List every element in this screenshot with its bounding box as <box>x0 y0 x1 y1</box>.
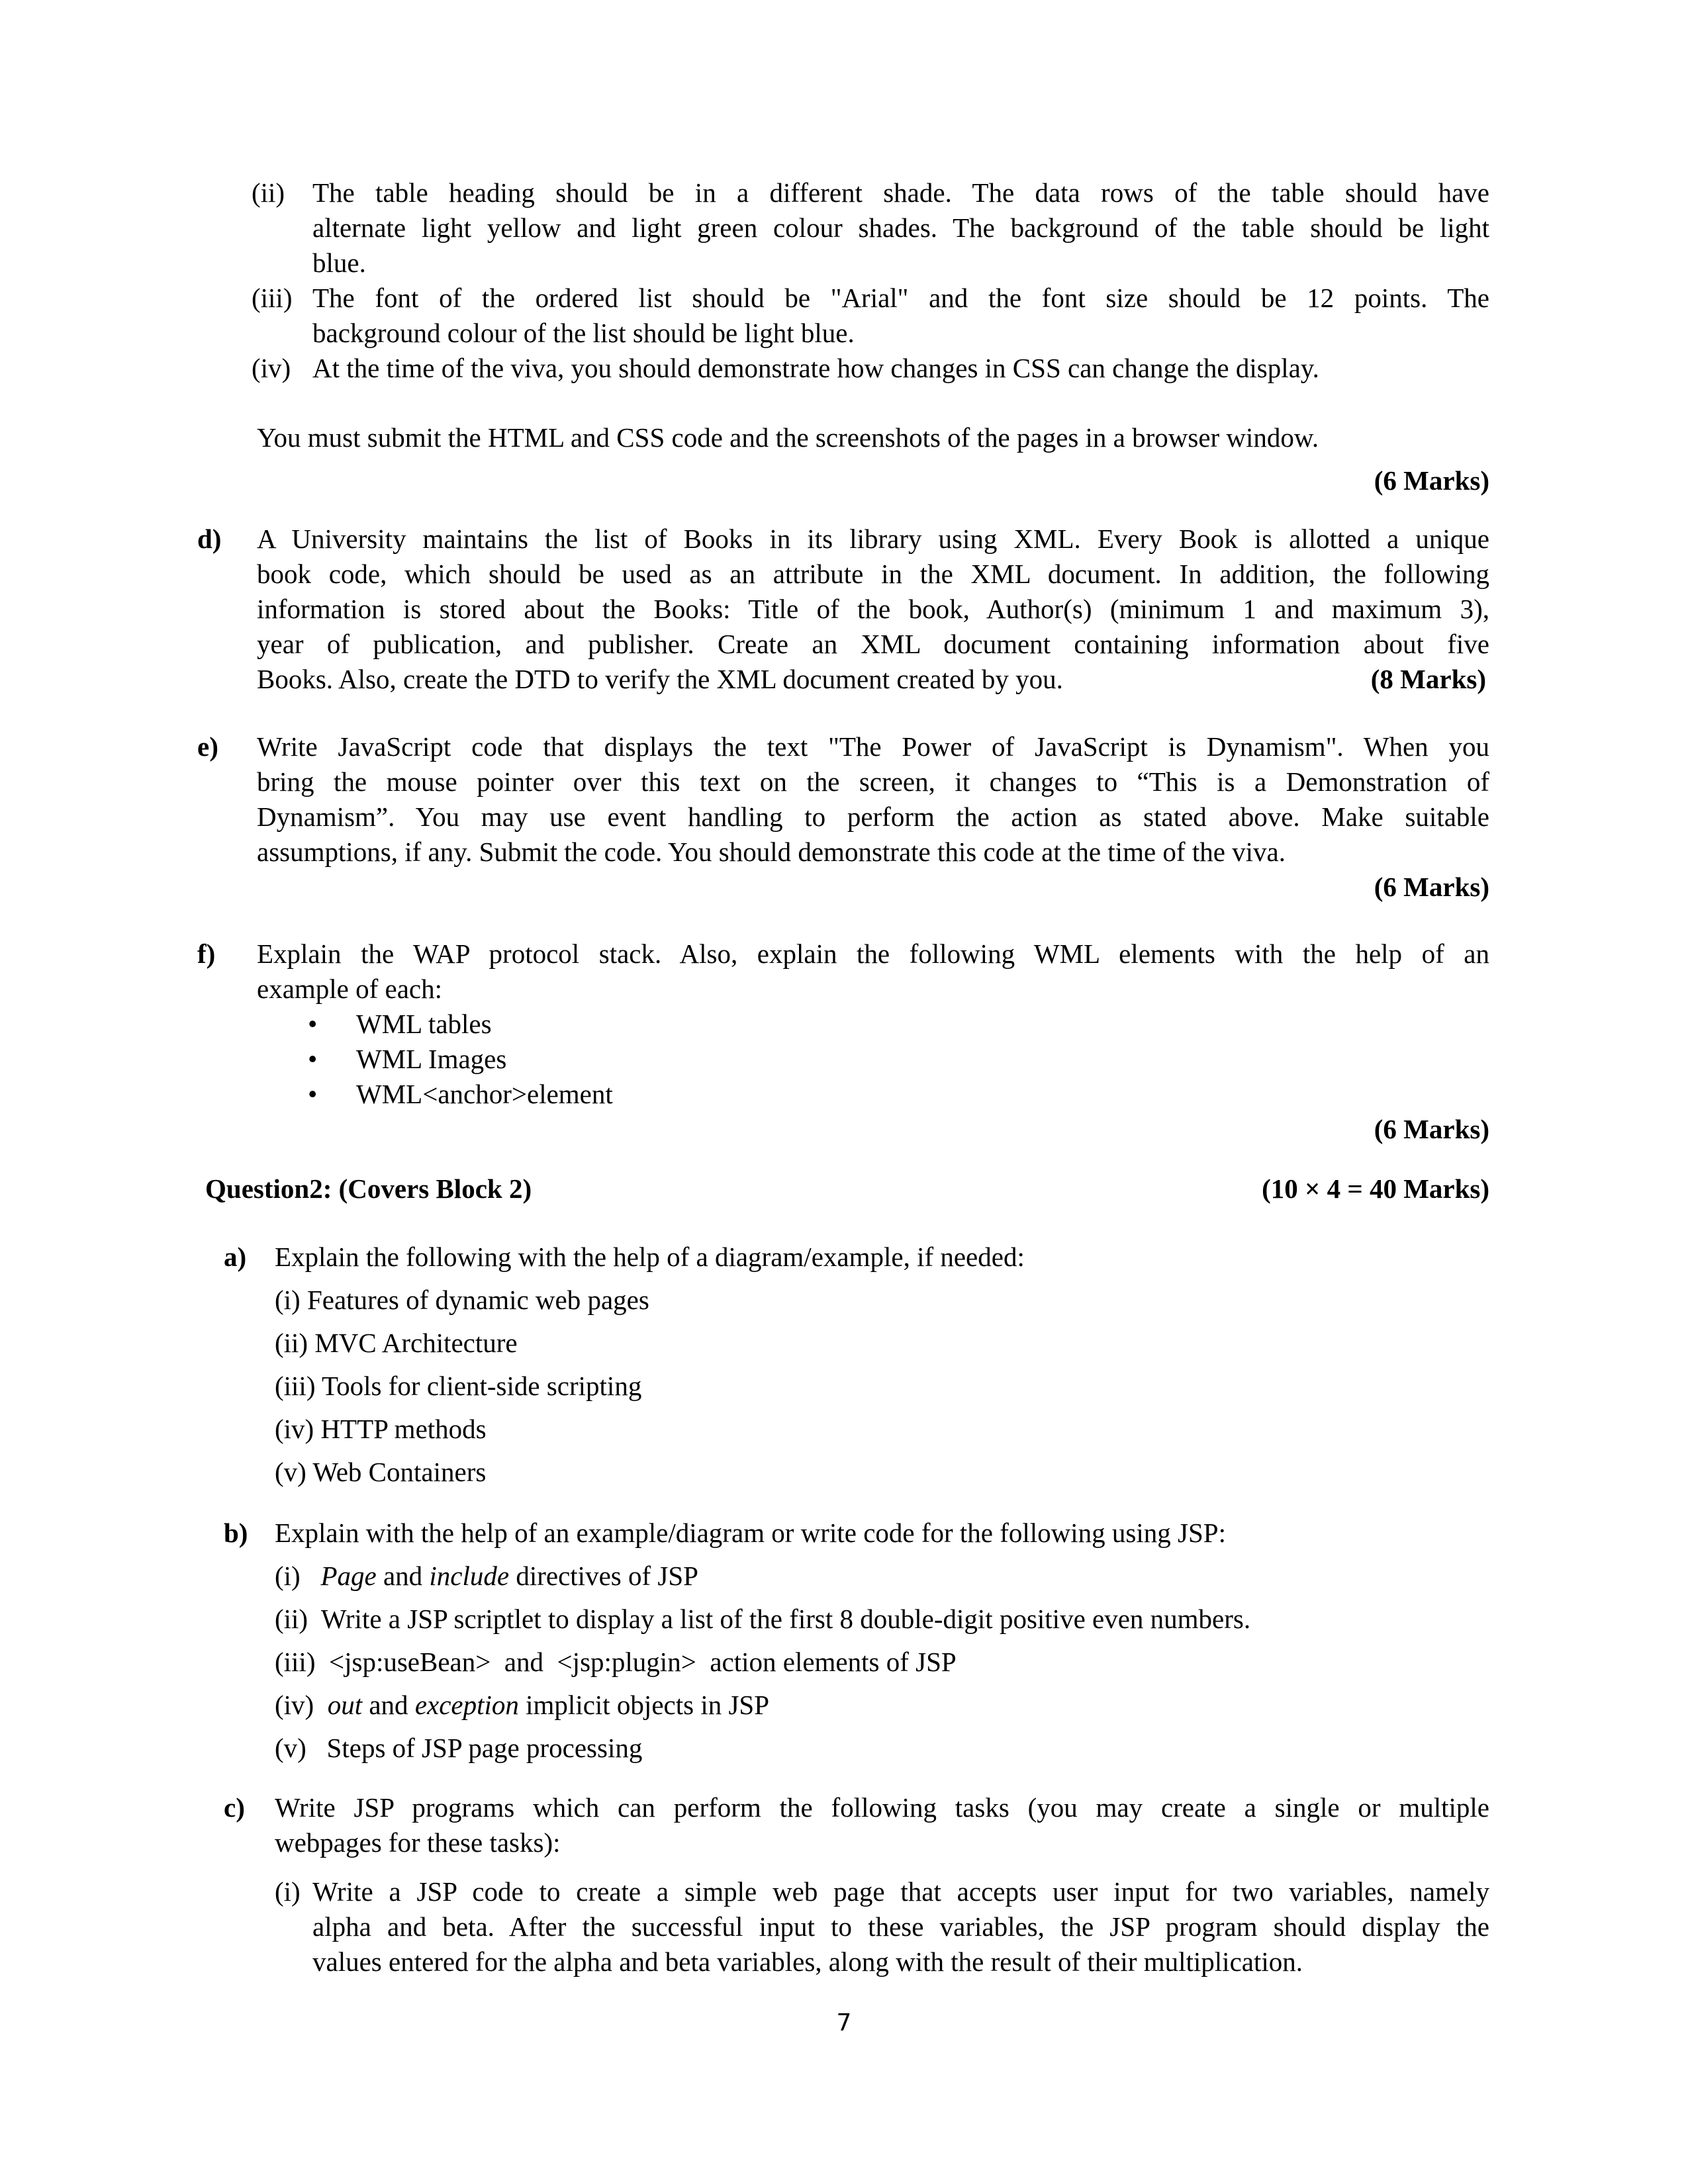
q2b-item-iv-em2: exception <box>414 1690 519 1720</box>
part-d-marks: (8 Marks) <box>1370 664 1486 694</box>
item-iv-number: (iv) <box>252 353 291 383</box>
part-e-line-3: Dynamism”. You may use event handling to perform the action as stated above. Make suitable <box>257 801 1489 832</box>
q2c-item-i-line-3: values entered for the alpha and beta variables, along with the result of their multiplication. <box>312 1946 1303 1977</box>
page-number: 7 <box>836 2009 852 2036</box>
q2b-item-i-number: (i) <box>275 1561 301 1591</box>
q2a-item: (v) Web Containers <box>275 1457 487 1487</box>
part-f-label: f) <box>197 938 216 969</box>
part-e-line-4: assumptions, if any. Submit the code. You should demonstrate this code at the time of the viva. <box>257 837 1286 867</box>
q2a-item: (iii) Tools for client-side scripting <box>275 1371 642 1401</box>
bullet-icon: • <box>308 1009 318 1039</box>
part-f-marks: (6 Marks) <box>1374 1114 1489 1144</box>
q2b-item-iv-mid: and <box>369 1690 408 1720</box>
item-ii-number: (ii) <box>252 177 285 208</box>
q2c-item-i-line-1: Write a JSP code to create a simple web page that accepts user input for two variables, namely <box>312 1876 1489 1907</box>
submit-note: You must submit the HTML and CSS code and the screenshots of the pages in a browser window. <box>257 422 1319 453</box>
q2a-label: a) <box>224 1242 247 1272</box>
item-ii-line-3: blue. <box>312 248 366 278</box>
q2b-item-i-em2: include <box>429 1561 510 1591</box>
part-f-line-2: example of each: <box>257 974 443 1004</box>
part-d-label: d) <box>197 523 222 554</box>
question2-marks: (10 × 4 = 40 Marks) <box>1262 1173 1489 1204</box>
list-item: WML tables <box>356 1009 492 1039</box>
q2b-item-i <box>275 1559 698 1594</box>
part-d-line-4: year of publication, and publisher. Create an XML document containing information about five <box>257 629 1489 659</box>
q2b-item-iv-em1: out <box>327 1690 363 1720</box>
part-e-line-2: bring the mouse pointer over this text on the screen, it changes to “This is a Demonstration of <box>257 766 1489 797</box>
list-item: WML Images <box>356 1044 507 1074</box>
part-d-line-3: information is stored about the Books: Title of the book, Author(s) (minimum 1 and maximum 3), <box>257 594 1489 624</box>
q2b-item-iii: (iii) <jsp:useBean> and <jsp:plugin> action elements of JSP <box>275 1647 957 1677</box>
bullet-icon: • <box>308 1079 318 1109</box>
q2b-item-ii: (ii) Write a JSP scriptlet to display a list of the first 8 double-digit positive even numbers. <box>275 1604 1251 1634</box>
part-e-label: e) <box>197 731 218 762</box>
q2b-item-iv-tail: implicit objects in JSP <box>526 1690 770 1720</box>
q2c-line-2: webpages for these tasks): <box>275 1827 561 1858</box>
q2b-item-iv <box>275 1688 769 1723</box>
q2b-intro: Explain with the help of an example/diagram or write code for the following using JSP: <box>275 1518 1226 1548</box>
q2b-item-v: (v) Steps of JSP page processing <box>275 1733 643 1763</box>
item-ii-line-2: alternate light yellow and light green colour shades. The background of the table should be light <box>312 212 1489 243</box>
part-c-marks: (6 Marks) <box>1374 465 1489 496</box>
part-f-line-1: Explain the WAP protocol stack. Also, explain the following WML elements with the help of an <box>257 938 1489 969</box>
part-e-marks: (6 Marks) <box>1374 872 1489 902</box>
q2a-item: (ii) MVC Architecture <box>275 1328 518 1358</box>
q2a-item: (i) Features of dynamic web pages <box>275 1285 649 1315</box>
bullet-icon: • <box>308 1044 318 1074</box>
q2c-item-i-number: (i) <box>275 1876 301 1907</box>
item-iii-line-1: The font of the ordered list should be "Arial" and the font size should be 12 points. The <box>312 283 1489 313</box>
part-d-line-1: A University maintains the list of Books in its library using XML. Every Book is allotted a unique <box>257 523 1489 554</box>
q2a-intro: Explain the following with the help of a diagram/example, if needed: <box>275 1242 1025 1272</box>
q2a-item: (iv) HTTP methods <box>275 1414 487 1444</box>
q2c-label: c) <box>224 1792 245 1823</box>
q2b-item-i-tail: directives of JSP <box>516 1561 698 1591</box>
part-d-line-5: Books. Also, create the DTD to verify the XML document created by you. <box>257 664 1063 694</box>
q2b-item-i-em1: Page <box>320 1561 377 1591</box>
list-item: WML<anchor>element <box>356 1079 613 1109</box>
q2c-line-1: Write JSP programs which can perform the following tasks (you may create a single or multiple <box>275 1792 1489 1823</box>
q2b-label: b) <box>224 1518 248 1548</box>
question2-heading: Question2: (Covers Block 2) <box>205 1173 532 1204</box>
item-iii-number: (iii) <box>252 283 293 313</box>
q2b-item-iv-number: (iv) <box>275 1690 314 1720</box>
item-iii-line-2: background colour of the list should be light blue. <box>312 318 855 348</box>
part-d-line-2: book code, which should be used as an attribute in the XML document. In addition, the following <box>257 559 1489 589</box>
item-iv-line-1: At the time of the viva, you should demonstrate how changes in CSS can change the display. <box>312 353 1319 383</box>
q2b-item-i-mid: and <box>383 1561 423 1591</box>
item-ii-line-1: The table heading should be in a different shade. The data rows of the table should have <box>312 177 1489 208</box>
part-e-line-1: Write JavaScript code that displays the text "The Power of JavaScript is Dynamism". When you <box>257 731 1489 762</box>
q2c-item-i-line-2: alpha and beta. After the successful input to these variables, the JSP program should display the <box>312 1911 1489 1942</box>
